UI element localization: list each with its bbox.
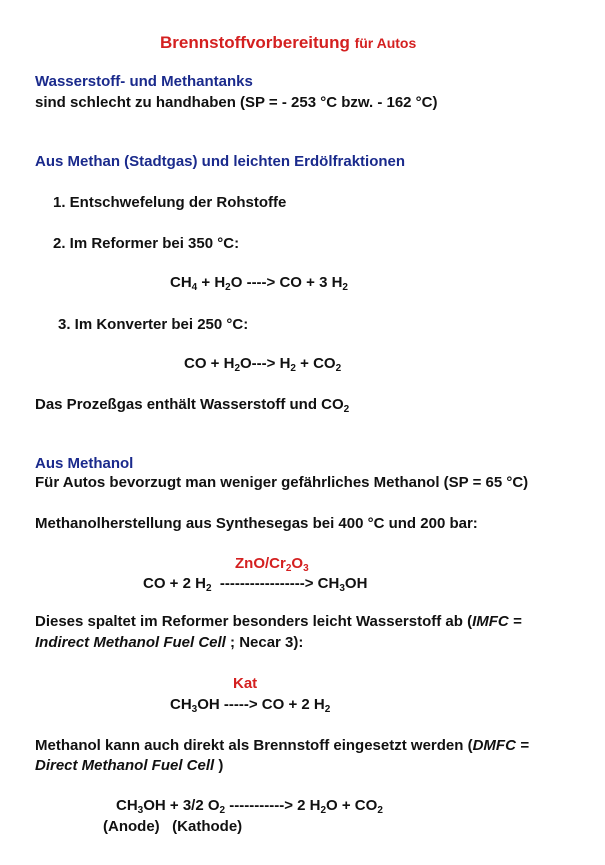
tanks-text: sind schlecht zu handhaben (SP = - 253 °C bzw. - 162 °C) [35, 94, 438, 111]
equation-synthesis: CO + 2 $H_2$ -----------------> $CH_3OH$ [143, 575, 368, 594]
synthesis-text: Methanolherstellung aus Synthesegas bei 400 °C und 200 bar: [35, 515, 478, 532]
electrode-labels: (Anode) (Kathode) [103, 818, 243, 835]
step-3: 3. Im Konverter bei 250 °C: [58, 316, 249, 333]
equation-dmfc: $CH_3OH + 3/2$ $O_2$ -----------> 2 $H_2O + CO_2$ [116, 797, 383, 816]
section-heading-tanks: Wasserstoff- und Methantanks [35, 73, 253, 90]
section-heading-methanol: Aus Methanol [35, 455, 134, 472]
direct-text-line2: Direct Methanol Fuel Cell ) [35, 757, 224, 774]
section-heading-methane: Aus Methan (Stadtgas) und leichten Erdölfraktionen [35, 153, 406, 170]
catalyst-label-1: ZnO/$Cr_2O_3$ [235, 555, 309, 574]
reform-text-line2: Indirect Methanol Fuel Cell ; Necar 3): [35, 634, 304, 651]
step-1: 1. Entschwefelung der Rohstoffe [53, 194, 287, 211]
direct-text-line1: Methanol kann auch direkt als Brennstoff eingesetzt werden (DMFC = [35, 737, 529, 754]
process-gas-text: Das Prozeßgas enthält Wasserstoff und $CO_2$ [35, 396, 350, 415]
page-title: Brennstoffvorbereitung für Autos [160, 33, 417, 52]
equation-reformer: $CH_4 + H_2O$ ----> CO + 3 $H_2$ [170, 274, 348, 293]
reform-text-line1: Dieses spaltet im Reformer besonders leicht Wasserstoff ab (IMFC = [35, 613, 522, 630]
equation-methanol-reform: $CH_3OH$ -----> CO + 2 $H_2$ [170, 696, 331, 715]
catalyst-label-2: Kat [233, 675, 258, 692]
methanol-text: Für Autos bevorzugt man weniger gefährliches Methanol (SP = 65 °C) [35, 474, 529, 491]
step-2: 2. Im Reformer bei 350 °C: [53, 235, 240, 252]
equation-converter: CO + $H_2O---> H_2 + CO_2$ [184, 355, 342, 374]
